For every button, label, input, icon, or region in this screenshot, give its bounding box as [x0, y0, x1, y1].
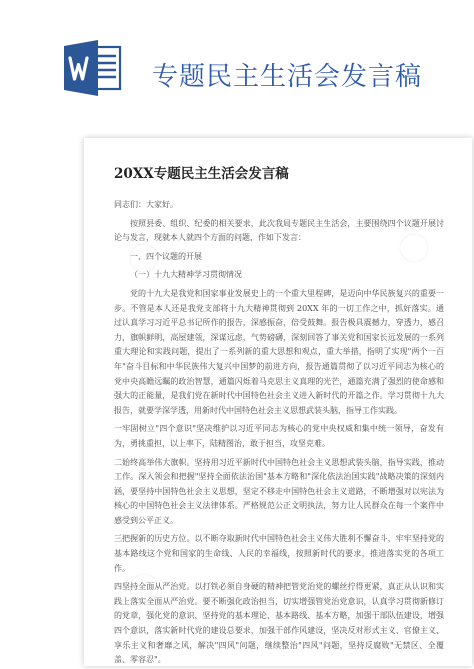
body-paragraph: 四坚持全面从严治党。以打铁必须自身硬的精神把管党治党的螺丝拧得更紧，真正从认识和实践上落实全面从严治党。要不断强化政治担当，切实增强管党治党意识，认真学习贯彻新修订的党章，强化党的意识，坚持党的基本理论、基本路线、基本方略，加强干部队伍建设，增强四个意识，落实新时代党的建设总要求，加强干部作风建设，坚决反对形式主义、官僚主义、享乐主义和奢靡之风，解决"四风"问题，继续整治"四风"问题，坚持反腐败"无禁区、全覆盖、零容忍"。 — [114, 582, 444, 665]
body-paragraph: 党的十九大是我党和国家事业发展史上的一个重大里程碑，是迈向中华民族复兴的重要一步。不管是本人还是我党支部将十九大精神贯彻到 20XX 年的一切工作之中，抓好落实。通过认真学习习近平总书记所作的报告，深感振奋，倍受鼓舞。报告极具震撼力，穿透力，感召力，旗帜鲜明，高屋建瓴，深谋远虑，气势磅礴，深刻回答了事关党和国家长远发展的一系列重大理论和实践问题，提出了一系列新的重大思想和观点，重大举措，指明了实现"两个一百年"奋斗目标和中华民族伟大复兴中国梦的前进方向，报告通篇贯彻了以习近平同志为核心的党中央高瞻远瞩的政治智慧，通篇闪烁着马克思主义真理的光芒，通篇充满了强烈的使命感和强大的正能量，是我们党在新时代中国特色社会主义进入新时代的开篇之作。学习贯彻十九大报告，就要学深学透，用新时代中国特色社会主义思想武装头脑，指导工作实践。 — [114, 288, 444, 415]
word-icon — [64, 40, 122, 96]
header-banner — [0, 0, 474, 110]
body-paragraph: 一牢固树立"四个意识"坚决维护以习近平同志为核心的党中央权威和集中统一领导，奋发有为，勇挑重担，以上率下，陆精图治，敢于担当，攻坚克难。 — [114, 424, 444, 448]
document-title: 20XX专题民主生活会发言稿 — [114, 166, 289, 182]
subsection-heading: （一）十九大精神学习贯彻情况 — [130, 270, 242, 280]
section-heading: 一、四个议题的开展 — [130, 251, 202, 261]
document-page — [84, 138, 472, 666]
salutation: 同志们：大家好。 — [114, 200, 178, 209]
intro-paragraph: 按照县委、组织、纪委的相关要求，此次我局专题民主生活会，主要围绕四个议题开展讨论与发言，现就本人就四个方面的问题，作如下发言： — [114, 218, 444, 243]
body-paragraph: 三把握新的历史方位。以不断夺取新时代中国特色社会主义伟大胜利不懈奋斗，牢牢坚持党的基本路线这个党和国家的生命线、人民的幸福线，按照新时代的要求，推进落实党的各项工作。 — [114, 534, 444, 573]
banner-title: 专题民主生活会发言稿 — [152, 62, 423, 92]
body-paragraph: 二始终高举伟大旗帜。坚持用习近平新时代中国特色社会主义思想武装头脑，指导实践，推动工作。深入领会和把握"坚持全面依法治国"基本方略和"深化依法治国实践"战略决策的深刻内涵，要坚持中国特色社会主义思想，坚定不移走中国特色社会主义道路，不断增强对以宪法为核心的中国特色社会主义法律体系。严格规范公正文明执法，努力让人民群众在每一个案件中感受到公平正义。 — [114, 457, 444, 525]
